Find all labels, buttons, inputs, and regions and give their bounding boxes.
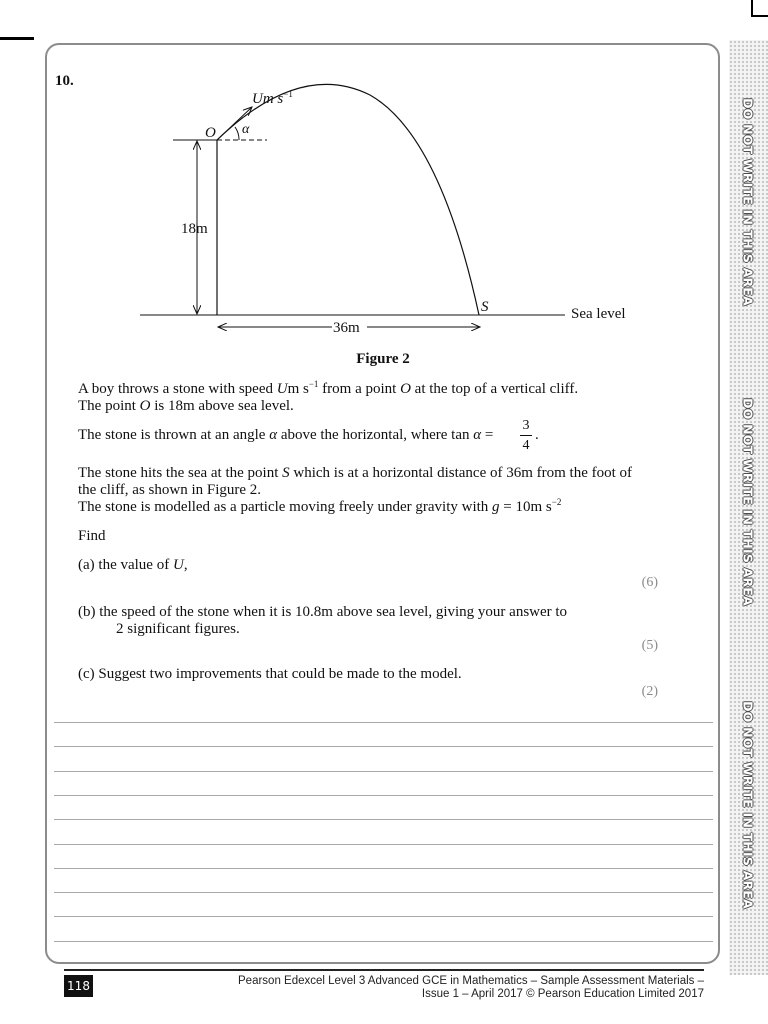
point-o-label: O [205, 125, 216, 141]
part-c-marks: (2) [641, 684, 658, 699]
question-number: 10. [55, 73, 74, 89]
fraction-denominator: 4 [522, 438, 530, 453]
answer-line[interactable] [54, 771, 713, 772]
stem-line-2: The point O is 18m above sea level. [78, 398, 294, 414]
answer-line[interactable] [54, 795, 713, 796]
point-s-label: S [481, 299, 489, 315]
part-a: (a) the value of U, [78, 557, 188, 573]
part-b-continued: 2 significant figures. [116, 621, 240, 637]
part-b: (b) the speed of the stone when it is 10.8m above sea level, giving your answer to [78, 604, 568, 620]
stem-line-5: the cliff, as shown in Figure 2. [78, 482, 262, 498]
angle-label: α [242, 122, 250, 137]
page-number: 118 [64, 975, 93, 997]
part-c: (c) Suggest two improvements that could be made to the model. [78, 666, 462, 682]
footer-line-1: Pearson Edexcel Level 3 Advanced GCE in Mathematics – Sample Assessment Materials – [238, 975, 704, 987]
speed-label: Um $s^{-1}$ [252, 89, 293, 107]
footer-rule [64, 969, 704, 971]
answer-line[interactable] [54, 868, 713, 869]
figure-2-diagram [0, 0, 768, 360]
stem-line-3-end: . [535, 427, 539, 443]
answer-line[interactable] [54, 746, 713, 747]
answer-line[interactable] [54, 722, 713, 723]
part-b-marks: (5) [641, 638, 658, 653]
stem-line-6: The stone is modelled as a particle moving freely under gravity with g = 10m $s^{-2}$ [78, 497, 562, 515]
answer-line[interactable] [54, 941, 713, 942]
angle-arc [235, 127, 239, 140]
fraction-bar [520, 435, 532, 436]
fraction-numerator: 3 [522, 418, 530, 433]
answer-line[interactable] [54, 819, 713, 820]
sea-level-label: Sea level [571, 306, 626, 322]
find-label: Find [78, 528, 106, 544]
distance-label: 36m [333, 320, 360, 336]
trajectory-curve [217, 84, 479, 315]
answer-line[interactable] [54, 844, 713, 845]
footer-line-2: Issue 1 – April 2017 © Pearson Education Limited 2017 [421, 988, 704, 1000]
answer-line[interactable] [54, 916, 713, 917]
part-a-marks: (6) [641, 575, 658, 590]
answer-line[interactable] [54, 892, 713, 893]
figure-caption: Figure 2 [356, 351, 410, 367]
stem-line-1: A boy throws a stone with speed Um $s^{-1}$ from a point O at the top of a vertical cliff. [78, 379, 579, 397]
stem-line-3: The stone is thrown at an angle α above the horizontal, where tan α = [78, 427, 494, 443]
footer-text [200, 975, 704, 1001]
height-label: 18m [181, 221, 208, 237]
stem-line-4: The stone hits the sea at the point S which is at a horizontal distance of 36m from the foot of [78, 465, 633, 481]
